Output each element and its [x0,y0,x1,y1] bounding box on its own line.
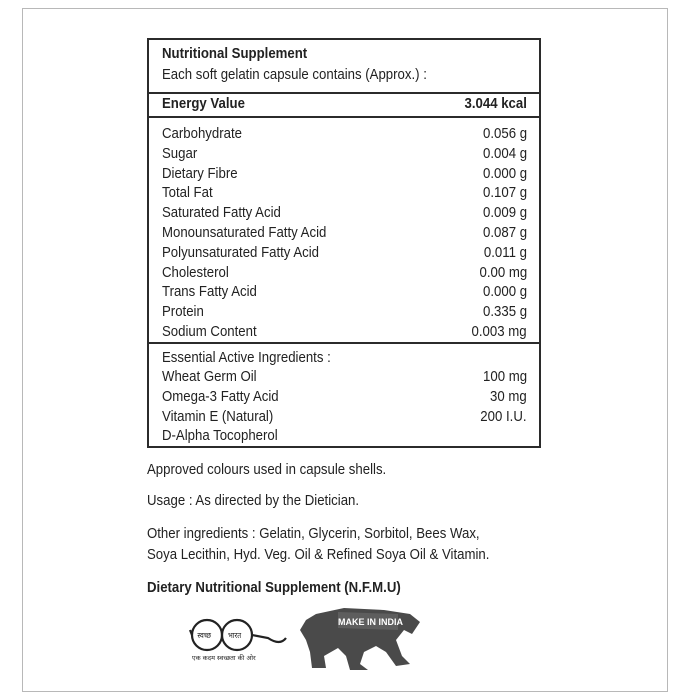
nutrient-row [149,223,539,243]
nutrient-row [149,263,539,283]
energy-row [149,92,539,118]
nutrient-value: 0.107 g [482,184,527,202]
nutrient-label: Total Fat [162,184,213,202]
nutrient-value: 0.00 mg [479,263,527,281]
logos-strip [188,600,450,680]
energy-label: Energy Value [162,95,245,112]
nutrient-row [149,282,539,302]
footer-title: Dietary Nutritional Supplement (N.F.M.U) [147,579,401,596]
panel-header [149,40,539,94]
nutrient-label: Saturated Fatty Acid [162,204,281,222]
nutrient-row [149,144,539,164]
nutrition-panel [147,38,541,448]
nutrient-value: 0.335 g [482,303,527,321]
nutrient-label: Polyunsaturated Fatty Acid [162,243,320,261]
nutrient-row [149,183,539,203]
panel-title: Nutritional Supplement [162,45,308,62]
nutrient-label: Cholesterol [162,263,229,281]
active-ingredient-row [149,387,539,407]
active-ingredient-value: 100 mg [482,368,527,385]
active-heading: Essential Active Ingredients : [162,349,331,366]
nutrient-label: Dietary Fibre [162,164,238,182]
nutrient-value: 0.004 g [482,144,527,162]
swachh-right-text: भारत [227,630,242,641]
active-ingredient-value: 30 mg [490,387,527,405]
nutrient-row [149,322,539,342]
nutrient-label: Monounsaturated Fatty Acid [162,224,327,241]
active-ingredient-label: Omega-3 Fatty Acid [162,387,279,405]
panel-subtitle: Each soft gelatin capsule contains (Approx.) : [162,66,427,83]
swachh-tagline: एक कदम स्वच्छता की ओर [192,654,256,662]
swachh-left-text: स्वच्छ [197,630,212,641]
nutrient-value: 0.000 g [482,283,527,301]
nutrient-label: Trans Fatty Acid [162,283,257,301]
active-ingredient-value: 200 I.U. [480,407,527,425]
ingredients-line-1: Other ingredients : Gelatin, Glycerin, Sorbitol, Bees Wax, [147,525,480,542]
active-ingredient-row [149,407,539,427]
nutrient-row [149,124,539,144]
nutrient-label: Protein [162,303,204,321]
active-ingredient-label: Wheat Germ Oil [162,368,257,385]
ingredients-line-2: Soya Lecithin, Hyd. Veg. Oil & Refined Soya Oil & Vitamin. [147,546,490,563]
nutrient-value: 0.087 g [482,224,527,241]
nutrient-row [149,164,539,184]
nutrient-value: 0.000 g [482,164,527,182]
nutrient-value: 0.003 mg [471,323,527,340]
nutrient-label: Sugar [162,144,198,162]
active-ingredient-row [149,426,539,446]
logos-svg [188,600,450,680]
active-ingredient-label: Vitamin E (Natural) [162,407,274,425]
active-ingredient-row [149,367,539,387]
energy-value: 3.044 kcal [464,95,527,112]
nutrient-value: 0.009 g [482,204,527,222]
nutrients-section [149,116,539,344]
active-ingredients-section [149,342,539,446]
nutrient-value: 0.056 g [482,125,527,142]
nutrient-label: Carbohydrate [162,125,242,142]
usage-note: Usage : As directed by the Dietician. [147,492,360,509]
nutrient-label: Sodium Content [162,323,257,340]
make-in-india-text: MAKE IN INDIA [338,617,403,627]
nutrient-value: 0.011 g [483,243,527,261]
nutrient-row [149,243,539,263]
nutrient-row [149,203,539,223]
nutrient-row [149,302,539,322]
active-ingredient-label: D-Alpha Tocopherol [162,427,278,445]
colours-note: Approved colours used in capsule shells. [147,461,387,478]
